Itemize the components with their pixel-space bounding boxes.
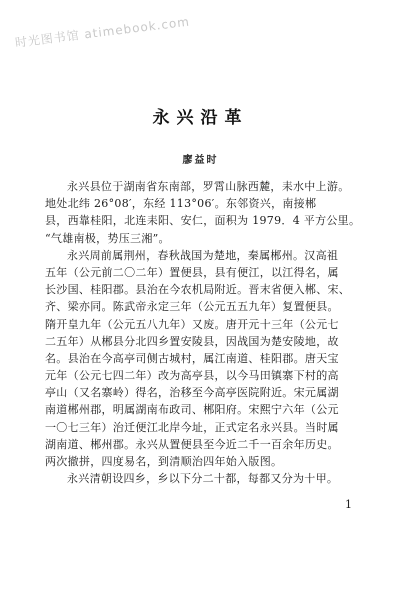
text-line: 名。县治在今高亭司侧古城村，属江南道、桂阳郡。唐天宝 [45, 351, 339, 365]
page-title: 永兴沿革 [152, 108, 249, 128]
text-line: 永兴清朝设四乡，乡以下分二十都，每都又分为十甲。 [67, 472, 339, 486]
text-line: 二五年）从郴县分北四乡置安陵县，因战国为楚安陵地，故 [45, 334, 339, 348]
text-line: 长沙国、桂阳郡。县治在今农机局附近。晋末省便入郴、宋、 [45, 283, 351, 297]
text-line: 两次撤拼，四度易名，到清顺治四年始入版图。 [45, 455, 283, 468]
text-line: 齐、梁亦同。陈武帝永定三年（公元五五九年）复置便县。 [45, 300, 339, 314]
text-line: 县，西靠桂阳，北连耒阳、安仁，面积为 1979．4 平方公里。 [45, 214, 361, 228]
author-name: 廖益时 [182, 155, 219, 166]
text-line: 地处北纬 26°08′，东经 113°06′。东邻资兴，南接郴 [45, 197, 317, 211]
body-text [45, 178, 365, 487]
watermark: 时光图书馆 atimebook.com [14, 14, 191, 50]
text-line: 永兴县位于湖南省东南部，罗霄山脉西麓，耒水中上游。 [67, 180, 350, 193]
text-line: 永兴周前属荆州，春秋战国为楚地，秦属郴州。汉高祖 [67, 248, 339, 262]
page-number: 1 [345, 498, 352, 511]
text-line: 一〇七三年）治迁便江北岸今址，正式定名永兴县。当时属 [45, 420, 339, 434]
text-line: 元年（公元七四二年）改为高亭县，以今马田镇寨下村的高 [45, 369, 339, 383]
text-line: 亭山（又名寨岭）得名，治移至今高亭医院附近。宋元属湖 [45, 386, 339, 400]
text-line: 南道郴州郡，明属湖南布政司、郴阳府。宋熙宁六年（公元 [45, 403, 339, 417]
text-line: 隋开皇九年（公元五八九年）又废。唐开元十三年（公元七 [45, 317, 339, 331]
text-line: 五年（公元前二〇二年）置便县，县有便江，以江得名，属 [45, 265, 339, 279]
text-line: 湖南道、郴州郡。永兴从置便县至今近二千一百余年历史。 [45, 437, 339, 451]
text-line: “气雄南极，势压三湘”。 [45, 231, 170, 245]
